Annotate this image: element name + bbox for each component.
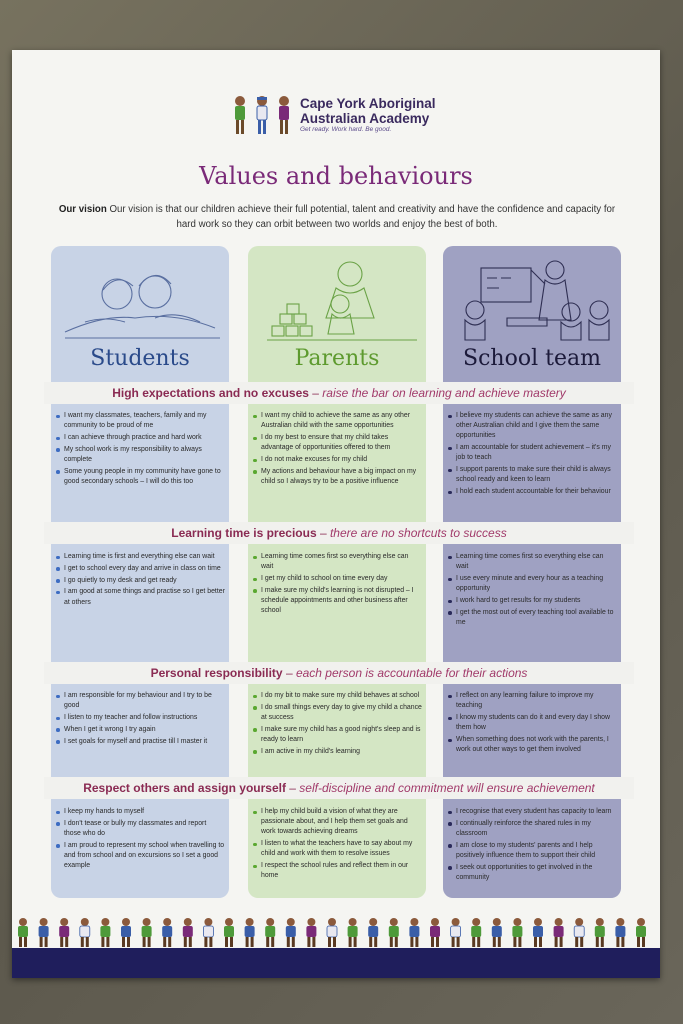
list-item: I know my students can do it and every day I show them how	[447, 713, 617, 733]
child-figure-icon	[327, 918, 337, 947]
list-item: I seek out opportunities to get involved in the community	[447, 863, 617, 883]
academy-name-line1: Cape York Aboriginal	[300, 96, 436, 111]
list-item: I do my best to ensure that my child takes advantage of opportunities offered to them	[252, 433, 422, 453]
child-figure-icon	[348, 918, 358, 947]
list-item: I listen to what the teachers have to say about my child and work with them to resolve issues	[252, 839, 422, 859]
child-figure-icon	[451, 918, 461, 947]
child-figure-icon	[492, 918, 502, 947]
parents-personal-responsibility-list	[252, 691, 422, 759]
parents-respect-others-list	[252, 807, 422, 883]
child-figure-icon	[368, 918, 378, 947]
footer-children-border	[12, 912, 660, 978]
parents-high-expectations-list	[252, 411, 422, 489]
list-item: I do my bit to make sure my child behaves at school	[252, 691, 422, 701]
child-figure-icon	[409, 918, 419, 947]
child-figure-icon	[636, 918, 646, 947]
child-figure-icon	[142, 918, 152, 947]
section-heading-high-expectations: High expectations and no excuses – raise the bar on learning and achieve mastery	[44, 382, 634, 404]
vision-text: Our vision is that our children achieve their full potential, talent and creativity and have the confidence and capacity for hard work so they can orbit between two worlds and enjoy the best of both.	[109, 204, 616, 230]
list-item: I keep my hands to myself	[55, 807, 225, 817]
list-item: Some young people in my community have gone to good secondary schools – I will do this too	[55, 467, 225, 487]
list-item: I am active in my child's learning	[252, 747, 422, 757]
child-figure-icon	[615, 918, 625, 947]
section-heading-title: Personal responsibility	[150, 666, 283, 680]
students-personal-responsibility-list	[55, 691, 225, 748]
academy-name-line2: Australian Academy	[300, 111, 430, 126]
list-item: I make sure my child has a good night's sleep and is ready to learn	[252, 725, 422, 745]
parents-column-title: Parents	[294, 346, 380, 371]
list-item: I get to school every day and arrive in class on time	[55, 564, 225, 574]
list-item: I do not make excuses for my child	[252, 455, 422, 465]
list-item: I listen to my teacher and follow instructions	[55, 713, 225, 723]
footer-strip	[12, 948, 660, 978]
students-column-title: Students	[90, 346, 190, 371]
list-item: I respect the school rules and reflect them in our home	[252, 861, 422, 881]
list-item: I reflect on any learning failure to improve my teaching	[447, 691, 617, 711]
child-figure-icon	[203, 918, 213, 947]
child-figure-icon	[471, 918, 481, 947]
child-figure-icon	[389, 918, 399, 947]
child-figure-icon	[430, 918, 440, 947]
section-heading-respect-others: Respect others and assign yourself – self-discipline and commitment will ensure achievement	[44, 777, 634, 799]
vision-label: Our vision	[58, 204, 107, 215]
students-high-expectations-list	[55, 411, 225, 489]
list-item: Learning time comes first so everything else can wait	[252, 552, 422, 572]
list-item: I support parents to make sure their child is always school ready and keen to learn	[447, 465, 617, 485]
school-team-high-expectations-list	[447, 411, 617, 499]
students-drawing-icon	[55, 252, 225, 348]
list-item: I can achieve through practice and hard work	[55, 433, 225, 443]
section-heading-title: High expectations and no excuses	[112, 386, 309, 400]
list-item: My school work is my responsibility to always complete	[55, 445, 225, 465]
section-heading-subtitle: self-discipline and commitment will ensure achievement	[299, 781, 595, 795]
list-item: I continually reinforce the shared rules in my classroom	[447, 819, 617, 839]
list-item: I help my child build a vision of what they are passionate about, and I help them set goals and work towards achieving dreams	[252, 807, 422, 838]
child-figure-icon	[245, 918, 255, 947]
child-figure-icon	[59, 918, 69, 947]
school-team-learning-time-list	[447, 552, 617, 630]
section-heading-personal-responsibility: Personal responsibility – each person is accountable for their actions	[44, 662, 634, 684]
academy-name	[300, 96, 436, 126]
academy-logo	[230, 94, 470, 138]
child-figure-icon	[512, 918, 522, 947]
list-item: I set goals for myself and practise till I master it	[55, 737, 225, 747]
child-figure-icon	[574, 918, 584, 947]
classroom-drawing-icon	[447, 252, 617, 348]
list-item: I believe my students can achieve the same as any other Australian child and I give them the same opportunities	[447, 411, 617, 442]
child-figure-icon	[595, 918, 605, 947]
list-item: I don't tease or bully my classmates and report those who do	[55, 819, 225, 839]
list-item: I use every minute and every hour as a teaching opportunity	[447, 574, 617, 594]
child-figure-icon	[183, 918, 193, 947]
list-item: I want my classmates, teachers, family and my community to be proud of me	[55, 411, 225, 431]
child-figure-icon	[39, 918, 49, 947]
page-title: Values and behaviours	[199, 162, 473, 190]
section-heading-title: Learning time is precious	[171, 526, 317, 540]
section-heading-subtitle: raise the bar on learning and achieve mastery	[322, 386, 566, 400]
list-item: Learning time is first and everything else can wait	[55, 552, 225, 562]
students-learning-time-list	[55, 552, 225, 609]
students-respect-others-list	[55, 807, 225, 873]
list-item: I am proud to represent my school when travelling to and from school and on excursions so I set a good example	[55, 841, 225, 872]
list-item: When I get it wrong I try again	[55, 725, 225, 735]
child-figure-icon	[265, 918, 275, 947]
children-row-icon	[12, 912, 660, 952]
child-figure-icon	[18, 918, 28, 947]
school-team-respect-others-list	[447, 807, 617, 885]
list-item: I recognise that every student has capacity to learn	[447, 807, 617, 817]
section-heading-learning-time: Learning time is precious – there are no shortcuts to success	[44, 522, 634, 544]
school-team-personal-responsibility-list	[447, 691, 617, 757]
list-item: I am responsible for my behaviour and I try to be good	[55, 691, 225, 711]
parents-learning-time-list	[252, 552, 422, 618]
list-item: I am good at some things and practise so I get better at others	[55, 587, 225, 607]
section-heading-subtitle: there are no shortcuts to success	[329, 526, 507, 540]
child-figure-icon	[286, 918, 296, 947]
list-item: I get my child to school on time every day	[252, 574, 422, 584]
school-team-column-title: School team	[463, 346, 601, 371]
child-figure-icon	[162, 918, 172, 947]
child-figure-icon	[121, 918, 131, 947]
list-item: I make sure my child's learning is not disrupted – I schedule appointments and other business after school	[252, 586, 422, 617]
list-item: I am accountable for student achievement – it's my job to teach	[447, 443, 617, 463]
list-item: I get the most out of every teaching tool available to me	[447, 608, 617, 628]
child-figure-icon	[554, 918, 564, 947]
child-figure-icon	[100, 918, 110, 947]
child-figure-icon	[80, 918, 90, 947]
child-figure-icon	[224, 918, 234, 947]
list-item: I am close to my students' parents and I help positively influence them to support their child	[447, 841, 617, 861]
list-item: When something does not work with the parents, I work out other ways to get them involved	[447, 735, 617, 755]
parents-drawing-icon	[252, 252, 422, 348]
list-item: My actions and behaviour have a big impact on my child so I always try to be a positive influence	[252, 467, 422, 487]
children-figures-icon	[230, 94, 296, 138]
list-item: I want my child to achieve the same as any other Australian child with the same opportunities	[252, 411, 422, 431]
list-item: I hold each student accountable for their behaviour	[447, 487, 617, 497]
poster	[12, 50, 660, 978]
section-heading-subtitle: each person is accountable for their actions	[295, 666, 528, 680]
academy-tagline: Get ready. Work hard. Be good.	[300, 126, 392, 133]
list-item: I do small things every day to give my child a chance at success	[252, 703, 422, 723]
list-item: I go quietly to my desk and get ready	[55, 576, 225, 586]
section-heading-title: Respect others and assign yourself	[83, 781, 286, 795]
child-figure-icon	[533, 918, 543, 947]
list-item: Learning time comes first so everything else can wait	[447, 552, 617, 572]
child-figure-icon	[306, 918, 316, 947]
list-item: I work hard to get results for my students	[447, 596, 617, 606]
vision-statement	[50, 202, 624, 232]
